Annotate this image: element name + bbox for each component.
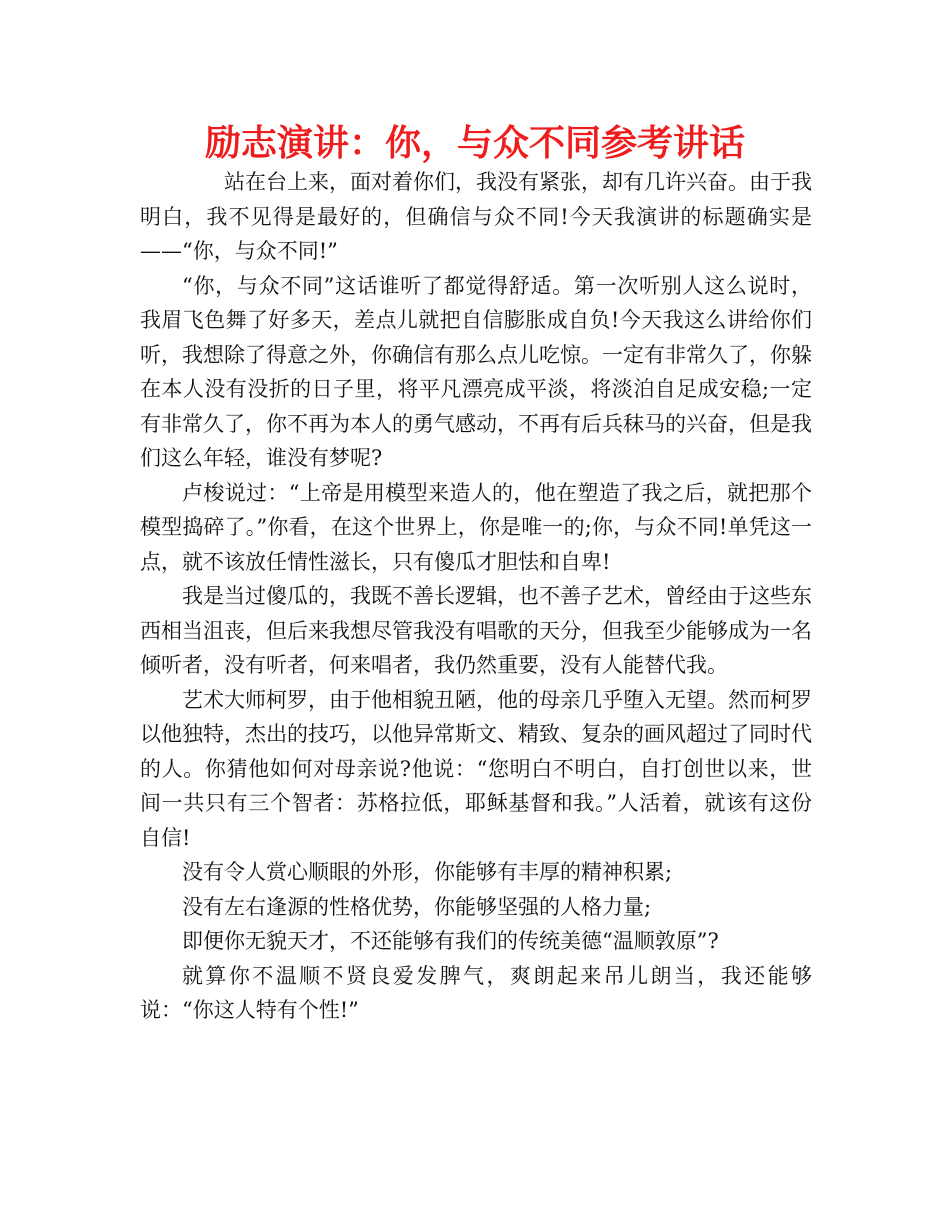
paragraph-7: 没有左右逢源的性格优势，你能够坚强的人格力量; bbox=[182, 894, 652, 919]
paragraph-3: 卢梭说过：“上帝是用模型来造人的，他在塑造了我之后，就把那个模型捣碎了。”你看，在这个世界上，你是唯一的;你，与众不同!单凭这一点，就不该放任情性滋长，只有傻瓜才胆怯和自卑! bbox=[140, 480, 812, 574]
paragraph-6: 没有令人赏心顺眼的外形，你能够有丰厚的精神积累; bbox=[182, 860, 673, 884]
document-body bbox=[140, 165, 812, 1028]
paragraph-8: 即便你无貌天才，不还能够有我们的传统美德“温顺敦原”? bbox=[182, 929, 719, 953]
paragraph-9: 就算你不温顺不贤良爱发脾气，爽朗起来吊儿朗当，我还能够说：“你这人特有个性!” bbox=[140, 963, 812, 1022]
paragraph-2: “你，与众不同”这话谁听了都觉得舒适。第一次听别人这么说时，我眉飞色舞了好多天，差点儿就把自信膨胀成自负!今天我这么讲给你们听，我想除了得意之外，你确信有那么点儿吃惊。一定有非常久了，你躲在本人没有没折的日子里，将平凡漂亮成平淡，将淡泊自足成安稳;一定有非常久了，你不再为本人的勇气感动，不再有后兵秣马的兴奋，但是我们这么年轻，谁没有梦呢? bbox=[140, 273, 812, 470]
paragraph-1: 站在台上来，面对着你们，我没有紧张，却有几许兴奋。由于我明白，我不见得是最好的，但确信与众不同!今天我演讲的标题确实是——“你，与众不同!” bbox=[140, 170, 812, 263]
paragraph-4: 我是当过傻瓜的，我既不善长逻辑，也不善子艺术，曾经由于这些东西相当沮丧，但后来我想尽管我没有唱歌的天分，但我至少能够成为一名倾听者，没有听者，何来唱者，我仍然重要，没有人能替代我。 bbox=[140, 584, 812, 677]
document-title: 励志演讲：你，与众不同参考讲话 bbox=[204, 123, 745, 164]
paragraph-5: 艺术大师柯罗，由于他相貌丑陋，他的母亲几乎堕入无望。然而柯罗以他独特，杰出的技巧，以他异常斯文、精致、复杂的画风超过了同时代的人。你猜他如何对母亲说?他说：“您明白不明白，自打创世以来，世间一共只有三个智者：苏格拉低，耶稣基督和我。”人活着，就该有这份自信! bbox=[140, 687, 812, 850]
